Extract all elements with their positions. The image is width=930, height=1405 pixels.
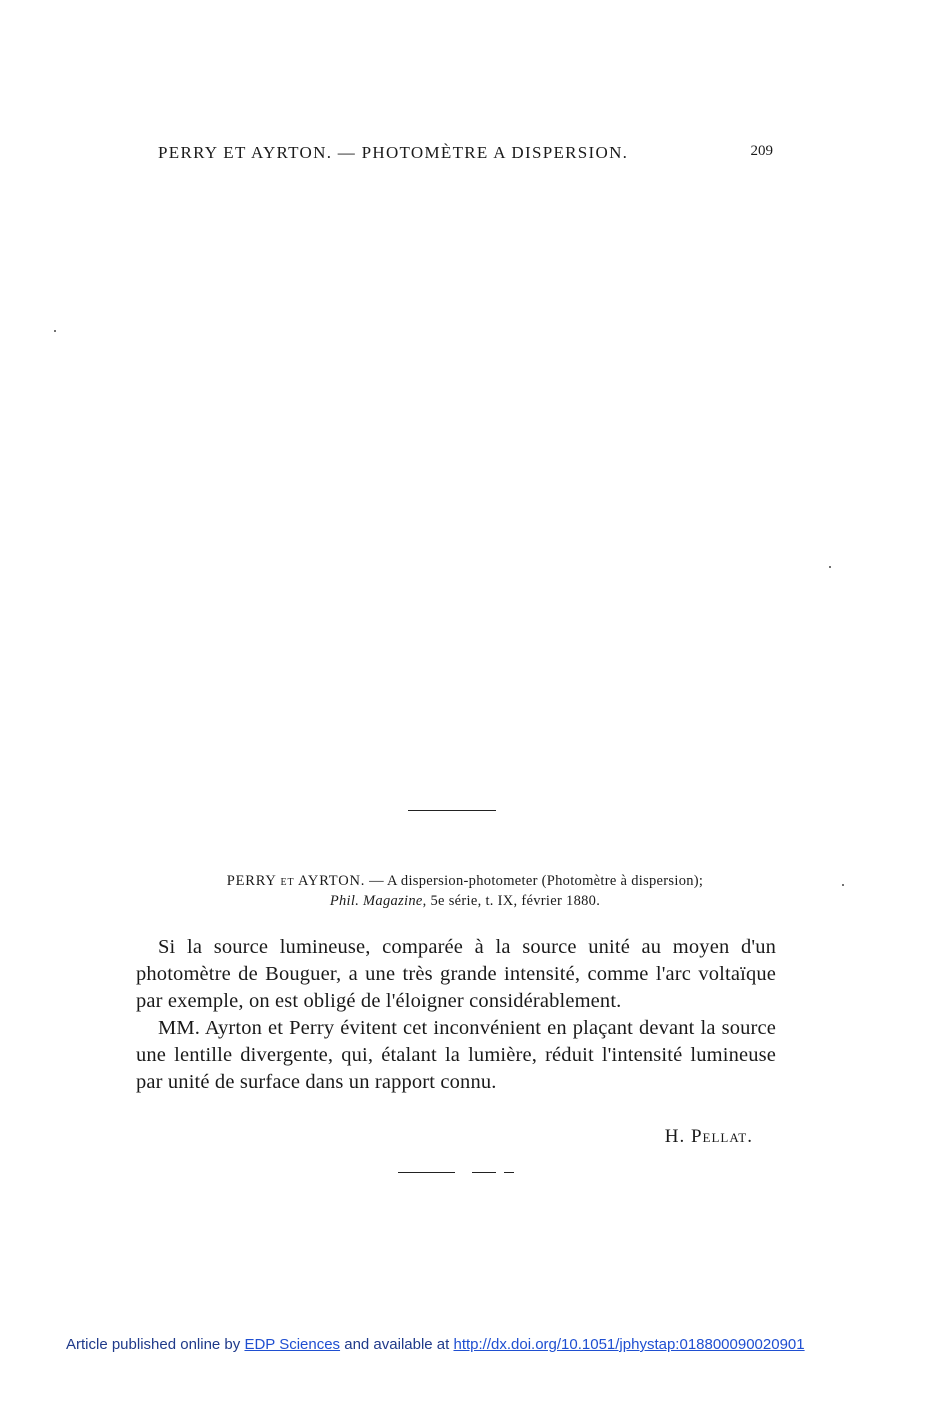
end-rule [398, 1172, 455, 1173]
end-rule [472, 1172, 496, 1173]
scan-speck [829, 566, 831, 568]
footer-prefix: Article published online by [66, 1336, 245, 1353]
scan-speck [842, 884, 844, 886]
paragraph: Si la source lumineuse, comparée à la source unité au moyen d'un photomètre de Bouguer, a une très grande intensité, comme l'arc voltaïque par exemple, on est obligé de l'éloigner considérablement. [136, 936, 776, 1012]
publication-footer [66, 1336, 805, 1353]
page-number: 209 [750, 143, 773, 159]
scan-speck [54, 330, 56, 332]
citation-journal: Phil. Magazine [329, 893, 423, 909]
running-head-title: PERRY ET AYRTON. — PHOTOMÈTRE A DISPERSION. [158, 143, 629, 162]
citation-line-2 [120, 891, 810, 911]
author-signature: H. Pellat. [664, 1126, 753, 1147]
article-body [136, 934, 776, 1096]
paragraph: MM. Ayrton et Perry évitent cet inconvénient en plaçant devant la source une lentille divergente, qui, étalant la lumière, réduit l'intensité lumineuse par unité de surface dans un rapport connu. [136, 1017, 776, 1093]
publisher-link[interactable]: EDP Sciences [244, 1336, 341, 1353]
citation-authors: PERRY et AYRTON. [226, 873, 366, 889]
section-rule [408, 810, 496, 811]
citation-line-1 [120, 871, 810, 891]
citation-title: A dispersion-photometer (Photomètre à dispersion); [387, 873, 704, 889]
citation-separator: — [365, 873, 388, 889]
end-rule [504, 1172, 514, 1173]
footer-middle: and available at [340, 1336, 454, 1353]
citation [120, 871, 810, 911]
doi-link[interactable]: http://dx.doi.org/10.1051/jphystap:018800090020901 [453, 1336, 805, 1353]
citation-details: , 5e série, t. IX, février 1880. [422, 893, 601, 909]
